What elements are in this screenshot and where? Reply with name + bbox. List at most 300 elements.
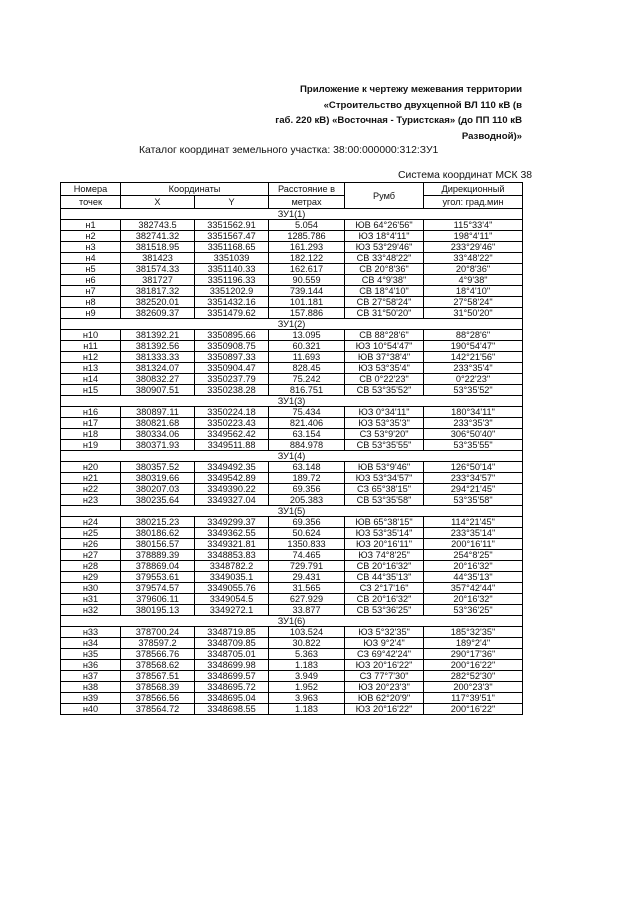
rumb-cell: ЮВ 62°20'9": [345, 693, 424, 704]
header-coordinates: Координаты: [121, 183, 269, 196]
direction-angle-cell: 233°35'3": [424, 418, 523, 429]
distance-cell: 821.406: [269, 418, 345, 429]
point-number-cell: н32: [61, 605, 121, 616]
y-coordinate-cell: 3348695.04: [195, 693, 269, 704]
y-coordinate-cell: 3350237.79: [195, 374, 269, 385]
y-coordinate-cell: 3351567.47: [195, 231, 269, 242]
distance-cell: 69.356: [269, 484, 345, 495]
y-coordinate-cell: 3349362.55: [195, 528, 269, 539]
group-header-row: [61, 451, 523, 462]
appendix-line: Приложение к чертежу межевания территории: [300, 84, 522, 95]
direction-angle-cell: 126°50'14": [424, 462, 523, 473]
point-number-cell: н35: [61, 649, 121, 660]
point-number-cell: н18: [61, 429, 121, 440]
header-x: X: [121, 196, 195, 209]
appendix-line: «Строительство двухцепной ВЛ 110 кВ (в: [323, 99, 522, 111]
coordinate-system-label: Система координат МСК 38: [398, 170, 532, 181]
x-coordinate-cell: 380235.64: [121, 495, 195, 506]
direction-angle-cell: 4°9'38": [424, 275, 523, 286]
rumb-cell: ЮЗ 10°54'47": [345, 341, 424, 352]
distance-cell: 60.321: [269, 341, 345, 352]
point-number-cell: н12: [61, 352, 121, 363]
direction-angle-cell: 200°16'22": [424, 704, 523, 715]
y-coordinate-cell: 3351562.91: [195, 220, 269, 231]
x-coordinate-cell: 378889.39: [121, 550, 195, 561]
direction-angle-cell: 185°32'35": [424, 627, 523, 638]
direction-angle-cell: 233°29'46": [424, 242, 523, 253]
direction-angle-cell: 20°16'32": [424, 594, 523, 605]
rumb-cell: СЗ 69°42'24": [345, 649, 424, 660]
point-number-cell: н8: [61, 297, 121, 308]
direction-angle-cell: 294°21'45": [424, 484, 523, 495]
y-coordinate-cell: 3351140.33: [195, 264, 269, 275]
y-coordinate-cell: 3350238.28: [195, 385, 269, 396]
appendix-line: Разводной)»: [461, 130, 522, 142]
point-number-cell: н28: [61, 561, 121, 572]
point-number-cell: н39: [61, 693, 121, 704]
point-number-cell: н10: [61, 330, 121, 341]
point-number-cell: н21: [61, 473, 121, 484]
y-coordinate-cell: 3348695.72: [195, 682, 269, 693]
x-coordinate-cell: 379574.57: [121, 583, 195, 594]
distance-cell: 1285.786: [269, 231, 345, 242]
distance-cell: 182.122: [269, 253, 345, 264]
table-row: [61, 242, 523, 253]
table-row: [61, 539, 523, 550]
y-coordinate-cell: 3350223.43: [195, 418, 269, 429]
x-coordinate-cell: 380207.03: [121, 484, 195, 495]
rumb-cell: СВ 27°58'24": [345, 297, 424, 308]
table-row: [61, 671, 523, 682]
group-name: ЗУ1(3): [61, 396, 523, 407]
x-coordinate-cell: 380821.68: [121, 418, 195, 429]
x-coordinate-cell: 381574.33: [121, 264, 195, 275]
direction-angle-cell: 117°39'51": [424, 693, 523, 704]
point-number-cell: н27: [61, 550, 121, 561]
table-row: [61, 440, 523, 451]
point-number-cell: н40: [61, 704, 121, 715]
y-coordinate-cell: 3351168.65: [195, 242, 269, 253]
x-coordinate-cell: 380156.57: [121, 539, 195, 550]
group-name: ЗУ1(5): [61, 506, 523, 517]
rumb-cell: СВ 0°22'23": [345, 374, 424, 385]
rumb-cell: ЮЗ 20°16'22": [345, 704, 424, 715]
y-coordinate-cell: 3349272.1: [195, 605, 269, 616]
y-coordinate-cell: 3348782.2: [195, 561, 269, 572]
rumb-cell: ЮВ 37°38'4": [345, 352, 424, 363]
x-coordinate-cell: 378564.72: [121, 704, 195, 715]
point-number-cell: н29: [61, 572, 121, 583]
group-header-row: [61, 319, 523, 330]
x-coordinate-cell: 379606.11: [121, 594, 195, 605]
point-number-cell: н24: [61, 517, 121, 528]
point-number-cell: н19: [61, 440, 121, 451]
rumb-cell: СВ 20°16'32": [345, 561, 424, 572]
rumb-cell: ЮЗ 20°16'11": [345, 539, 424, 550]
direction-angle-cell: 27°58'24": [424, 297, 523, 308]
point-number-cell: н30: [61, 583, 121, 594]
x-coordinate-cell: 378700.24: [121, 627, 195, 638]
direction-angle-cell: 306°50'40": [424, 429, 523, 440]
header-distance: Расстояние в: [269, 183, 345, 196]
y-coordinate-cell: 3350895.66: [195, 330, 269, 341]
y-coordinate-cell: 3348709.85: [195, 638, 269, 649]
group-header-row: [61, 396, 523, 407]
header-y: Y: [195, 196, 269, 209]
table-row: [61, 363, 523, 374]
point-number-cell: н38: [61, 682, 121, 693]
direction-angle-cell: 0°22'23": [424, 374, 523, 385]
rumb-cell: ЮЗ 53°29'46": [345, 242, 424, 253]
x-coordinate-cell: 379553.61: [121, 572, 195, 583]
x-coordinate-cell: 378869.04: [121, 561, 195, 572]
direction-angle-cell: 190°54'47": [424, 341, 523, 352]
y-coordinate-cell: 3348705.01: [195, 649, 269, 660]
direction-angle-cell: 114°21'45": [424, 517, 523, 528]
table-row: [61, 231, 523, 242]
rumb-cell: ЮВ 53°9'46": [345, 462, 424, 473]
table-body: [61, 209, 523, 715]
x-coordinate-cell: 380897.11: [121, 407, 195, 418]
rumb-cell: ЮЗ 53°35'14": [345, 528, 424, 539]
table-row: [61, 583, 523, 594]
header-rumb: Румб: [345, 183, 424, 209]
direction-angle-cell: 44°35'13": [424, 572, 523, 583]
table-row: [61, 682, 523, 693]
y-coordinate-cell: 3348853.83: [195, 550, 269, 561]
x-coordinate-cell: 378566.56: [121, 693, 195, 704]
y-coordinate-cell: 3350224.18: [195, 407, 269, 418]
group-header-row: [61, 209, 523, 220]
distance-cell: 29.431: [269, 572, 345, 583]
distance-cell: 63.154: [269, 429, 345, 440]
table-row: [61, 484, 523, 495]
direction-angle-cell: 180°34'11": [424, 407, 523, 418]
y-coordinate-cell: 3349054.5: [195, 594, 269, 605]
direction-angle-cell: 20°8'36": [424, 264, 523, 275]
rumb-cell: ЮЗ 5°32'35": [345, 627, 424, 638]
point-number-cell: н4: [61, 253, 121, 264]
distance-cell: 739.144: [269, 286, 345, 297]
direction-angle-cell: 357°42'44": [424, 583, 523, 594]
y-coordinate-cell: 3348699.98: [195, 660, 269, 671]
direction-angle-cell: 198°4'11": [424, 231, 523, 242]
distance-cell: 157.886: [269, 308, 345, 319]
rumb-cell: ЮЗ 18°4'11": [345, 231, 424, 242]
rumb-cell: СВ 20°16'32": [345, 594, 424, 605]
direction-angle-cell: 290°17'36": [424, 649, 523, 660]
group-header-row: [61, 506, 523, 517]
distance-cell: 3.949: [269, 671, 345, 682]
point-number-cell: н3: [61, 242, 121, 253]
table-row: [61, 561, 523, 572]
rumb-cell: СВ 44°35'13": [345, 572, 424, 583]
y-coordinate-cell: 3349035.1: [195, 572, 269, 583]
table-row: [61, 264, 523, 275]
direction-angle-cell: 88°28'6": [424, 330, 523, 341]
direction-angle-cell: 282°52'30": [424, 671, 523, 682]
distance-cell: 5.363: [269, 649, 345, 660]
point-number-cell: н17: [61, 418, 121, 429]
y-coordinate-cell: 3348698.55: [195, 704, 269, 715]
y-coordinate-cell: 3349299.37: [195, 517, 269, 528]
point-number-cell: н7: [61, 286, 121, 297]
point-number-cell: н22: [61, 484, 121, 495]
x-coordinate-cell: 378597.2: [121, 638, 195, 649]
rumb-cell: ЮВ 65°38'15": [345, 517, 424, 528]
direction-angle-cell: 115°33'4": [424, 220, 523, 231]
table-row: [61, 297, 523, 308]
rumb-cell: СВ 53°35'52": [345, 385, 424, 396]
point-number-cell: н31: [61, 594, 121, 605]
x-coordinate-cell: 381333.33: [121, 352, 195, 363]
direction-angle-cell: 20°16'32": [424, 561, 523, 572]
group-header-row: [61, 616, 523, 627]
direction-angle-cell: 254°8'25": [424, 550, 523, 561]
distance-cell: 33.877: [269, 605, 345, 616]
table-row: [61, 462, 523, 473]
x-coordinate-cell: 378568.62: [121, 660, 195, 671]
distance-cell: 189.72: [269, 473, 345, 484]
x-coordinate-cell: 382520.01: [121, 297, 195, 308]
appendix-line: габ. 220 кВ) «Восточная - Туристская» (до ПП 110 кВ: [275, 115, 522, 126]
distance-cell: 5.054: [269, 220, 345, 231]
table-row: [61, 473, 523, 484]
rumb-cell: СВ 88°28'6": [345, 330, 424, 341]
distance-cell: 103.524: [269, 627, 345, 638]
y-coordinate-cell: 3351432.16: [195, 297, 269, 308]
direction-angle-cell: 200°23'3": [424, 682, 523, 693]
distance-cell: 205.383: [269, 495, 345, 506]
header-distance-line2: метрах: [269, 196, 345, 209]
distance-cell: 1.183: [269, 660, 345, 671]
catalog-title: Каталог координат земельного участка: 38:00:000000:312:ЗУ1: [139, 145, 439, 156]
table-row: [61, 704, 523, 715]
table-row: [61, 330, 523, 341]
group-name: ЗУ1(2): [61, 319, 523, 330]
table-row: [61, 638, 523, 649]
header-point-numbers-line2: точек: [61, 196, 121, 209]
y-coordinate-cell: 3349390.22: [195, 484, 269, 495]
direction-angle-cell: 31°50'20": [424, 308, 523, 319]
direction-angle-cell: 33°48'22": [424, 253, 523, 264]
point-number-cell: н25: [61, 528, 121, 539]
rumb-cell: СЗ 77°7'30": [345, 671, 424, 682]
table-row: [61, 550, 523, 561]
y-coordinate-cell: 3351202.9: [195, 286, 269, 297]
distance-cell: 63.148: [269, 462, 345, 473]
y-coordinate-cell: 3351039: [195, 253, 269, 264]
table-row: [61, 418, 523, 429]
y-coordinate-cell: 3350904.47: [195, 363, 269, 374]
distance-cell: 828.45: [269, 363, 345, 374]
group-name: ЗУ1(4): [61, 451, 523, 462]
table-row: [61, 308, 523, 319]
table-row: [61, 407, 523, 418]
group-name: ЗУ1(1): [61, 209, 523, 220]
x-coordinate-cell: 380357.52: [121, 462, 195, 473]
distance-cell: 884.978: [269, 440, 345, 451]
y-coordinate-cell: 3349327.04: [195, 495, 269, 506]
distance-cell: 50.624: [269, 528, 345, 539]
rumb-cell: СВ 53°35'58": [345, 495, 424, 506]
distance-cell: 13.095: [269, 330, 345, 341]
point-number-cell: н15: [61, 385, 121, 396]
point-number-cell: н34: [61, 638, 121, 649]
y-coordinate-cell: 3349055.76: [195, 583, 269, 594]
table-row: [61, 341, 523, 352]
x-coordinate-cell: 381392.21: [121, 330, 195, 341]
rumb-cell: СЗ 2°17'16": [345, 583, 424, 594]
direction-angle-cell: 200°16'22": [424, 660, 523, 671]
rumb-cell: ЮЗ 53°35'3": [345, 418, 424, 429]
x-coordinate-cell: 378568.39: [121, 682, 195, 693]
y-coordinate-cell: 3349511.88: [195, 440, 269, 451]
rumb-cell: СВ 33°48'22": [345, 253, 424, 264]
rumb-cell: ЮЗ 20°16'22": [345, 660, 424, 671]
point-number-cell: н26: [61, 539, 121, 550]
table-row: [61, 528, 523, 539]
table-row: [61, 495, 523, 506]
direction-angle-cell: 18°4'10": [424, 286, 523, 297]
y-coordinate-cell: 3351196.33: [195, 275, 269, 286]
x-coordinate-cell: 380334.06: [121, 429, 195, 440]
point-number-cell: н37: [61, 671, 121, 682]
distance-cell: 75.242: [269, 374, 345, 385]
table-row: [61, 605, 523, 616]
y-coordinate-cell: 3350908.75: [195, 341, 269, 352]
distance-cell: 816.751: [269, 385, 345, 396]
table-row: [61, 352, 523, 363]
y-coordinate-cell: 3348719.85: [195, 627, 269, 638]
appendix-header: [275, 82, 522, 144]
x-coordinate-cell: 382609.37: [121, 308, 195, 319]
x-coordinate-cell: 380319.66: [121, 473, 195, 484]
rumb-cell: СВ 4°9'38": [345, 275, 424, 286]
rumb-cell: СВ 53°36'25": [345, 605, 424, 616]
table-row: [61, 286, 523, 297]
distance-cell: 161.293: [269, 242, 345, 253]
point-number-cell: н23: [61, 495, 121, 506]
x-coordinate-cell: 380215.23: [121, 517, 195, 528]
rumb-cell: ЮЗ 20°23'3": [345, 682, 424, 693]
x-coordinate-cell: 378567.51: [121, 671, 195, 682]
rumb-cell: ЮЗ 53°35'4": [345, 363, 424, 374]
y-coordinate-cell: 3349542.89: [195, 473, 269, 484]
rumb-cell: СЗ 53°9'20": [345, 429, 424, 440]
header-point-numbers: Номера: [61, 183, 121, 196]
distance-cell: 90.559: [269, 275, 345, 286]
table-row: [61, 385, 523, 396]
point-number-cell: н33: [61, 627, 121, 638]
distance-cell: 1.952: [269, 682, 345, 693]
y-coordinate-cell: 3350897.33: [195, 352, 269, 363]
rumb-cell: СВ 31°50'20": [345, 308, 424, 319]
rumb-cell: ЮЗ 9°2'4": [345, 638, 424, 649]
x-coordinate-cell: 382743.5: [121, 220, 195, 231]
direction-angle-cell: 200°16'11": [424, 539, 523, 550]
rumb-cell: ЮЗ 53°34'57": [345, 473, 424, 484]
distance-cell: 69.356: [269, 517, 345, 528]
y-coordinate-cell: 3349562.42: [195, 429, 269, 440]
rumb-cell: СВ 18°4'10": [345, 286, 424, 297]
point-number-cell: н20: [61, 462, 121, 473]
direction-angle-cell: 53°35'58": [424, 495, 523, 506]
header-direction-angle-line2: угол: град.мин: [424, 196, 523, 209]
x-coordinate-cell: 381423: [121, 253, 195, 264]
point-number-cell: н1: [61, 220, 121, 231]
table-row: [61, 660, 523, 671]
point-number-cell: н13: [61, 363, 121, 374]
coordinates-table: [60, 182, 523, 715]
direction-angle-cell: 233°35'14": [424, 528, 523, 539]
rumb-cell: ЮЗ 0°34'11": [345, 407, 424, 418]
direction-angle-cell: 233°34'57": [424, 473, 523, 484]
point-number-cell: н2: [61, 231, 121, 242]
distance-cell: 1350.833: [269, 539, 345, 550]
point-number-cell: н16: [61, 407, 121, 418]
point-number-cell: н6: [61, 275, 121, 286]
x-coordinate-cell: 380195.13: [121, 605, 195, 616]
table-row: [61, 275, 523, 286]
table-row: [61, 627, 523, 638]
x-coordinate-cell: 381324.07: [121, 363, 195, 374]
direction-angle-cell: 53°36'25": [424, 605, 523, 616]
x-coordinate-cell: 380832.27: [121, 374, 195, 385]
rumb-cell: ЮЗ 74°8'25": [345, 550, 424, 561]
x-coordinate-cell: 380186.62: [121, 528, 195, 539]
y-coordinate-cell: 3349321.81: [195, 539, 269, 550]
point-number-cell: н9: [61, 308, 121, 319]
distance-cell: 31.565: [269, 583, 345, 594]
y-coordinate-cell: 3351479.62: [195, 308, 269, 319]
distance-cell: 162.617: [269, 264, 345, 275]
x-coordinate-cell: 378566.76: [121, 649, 195, 660]
distance-cell: 75.434: [269, 407, 345, 418]
distance-cell: 729.791: [269, 561, 345, 572]
table-row: [61, 220, 523, 231]
header-direction-angle: Дирекционный: [424, 183, 523, 196]
group-name: ЗУ1(6): [61, 616, 523, 627]
table-row: [61, 693, 523, 704]
x-coordinate-cell: 381392.56: [121, 341, 195, 352]
x-coordinate-cell: 381518.95: [121, 242, 195, 253]
table-row: [61, 374, 523, 385]
y-coordinate-cell: 3348699.57: [195, 671, 269, 682]
direction-angle-cell: 233°35'4": [424, 363, 523, 374]
x-coordinate-cell: 380371.93: [121, 440, 195, 451]
table-row: [61, 429, 523, 440]
point-number-cell: н11: [61, 341, 121, 352]
distance-cell: 1.183: [269, 704, 345, 715]
x-coordinate-cell: 381817.32: [121, 286, 195, 297]
point-number-cell: н14: [61, 374, 121, 385]
x-coordinate-cell: 381727: [121, 275, 195, 286]
distance-cell: 3.963: [269, 693, 345, 704]
table-row: [61, 517, 523, 528]
rumb-cell: ЮВ 64°26'56": [345, 220, 424, 231]
y-coordinate-cell: 3349492.35: [195, 462, 269, 473]
point-number-cell: н5: [61, 264, 121, 275]
direction-angle-cell: 53°35'52": [424, 385, 523, 396]
direction-angle-cell: 189°2'4": [424, 638, 523, 649]
point-number-cell: н36: [61, 660, 121, 671]
x-coordinate-cell: 382741.32: [121, 231, 195, 242]
rumb-cell: СВ 20°8'36": [345, 264, 424, 275]
x-coordinate-cell: 380907.51: [121, 385, 195, 396]
rumb-cell: СЗ 65°38'15": [345, 484, 424, 495]
distance-cell: 30.822: [269, 638, 345, 649]
